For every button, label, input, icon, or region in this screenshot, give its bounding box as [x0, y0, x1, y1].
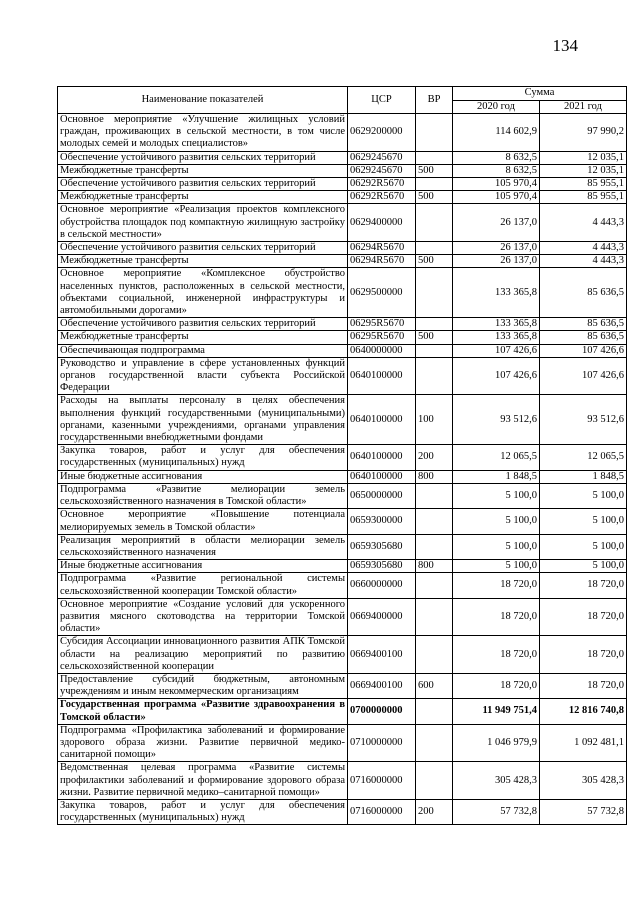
table-row: [58, 395, 627, 445]
cell-sum-2020: 1 046 979,9: [453, 724, 540, 762]
cell-csr: 0650000000: [348, 483, 416, 508]
cell-name: Основное мероприятие «Повышение потенциала мелиорируемых земель в Томской области»: [58, 509, 348, 534]
cell-name: Подпрограмма «Развитие региональной системы сельскохозяйственной кооперации Томской области»: [58, 573, 348, 598]
cell-name: Межбюджетные трансферты: [58, 331, 348, 344]
cell-csr: 0629400000: [348, 204, 416, 242]
cell-csr: 06292R5670: [348, 178, 416, 191]
cell-vr: [416, 699, 453, 724]
header-name: Наименование показателей: [58, 87, 348, 114]
cell-sum-2021: 4 443,3: [540, 204, 627, 242]
table-row: [58, 255, 627, 268]
cell-sum-2020: 93 512,6: [453, 395, 540, 445]
cell-vr: [416, 151, 453, 164]
cell-vr: [416, 242, 453, 255]
cell-sum-2021: 85 636,5: [540, 331, 627, 344]
cell-csr: 0710000000: [348, 724, 416, 762]
table-row: [58, 724, 627, 762]
cell-sum-2020: 18 720,0: [453, 636, 540, 674]
cell-csr: 06295R5670: [348, 318, 416, 331]
table-row: [58, 445, 627, 470]
cell-vr: 800: [416, 470, 453, 483]
cell-sum-2021: 5 100,0: [540, 560, 627, 573]
cell-sum-2021: 18 720,0: [540, 636, 627, 674]
cell-sum-2020: 114 602,9: [453, 114, 540, 152]
table-row: [58, 762, 627, 800]
cell-name: Подпрограмма «Развитие мелиорации земель сельскохозяйственного назначения в Томской области»: [58, 483, 348, 508]
cell-vr: [416, 762, 453, 800]
cell-csr: 06294R5670: [348, 242, 416, 255]
cell-csr: 06295R5670: [348, 331, 416, 344]
table-row: [58, 509, 627, 534]
cell-sum-2020: 26 137,0: [453, 204, 540, 242]
cell-csr: 0669400100: [348, 673, 416, 698]
cell-vr: 800: [416, 560, 453, 573]
table-row: [58, 483, 627, 508]
cell-sum-2021: 107 426,6: [540, 344, 627, 357]
cell-sum-2020: 5 100,0: [453, 483, 540, 508]
cell-csr: 0640100000: [348, 445, 416, 470]
cell-name: Основное мероприятие «Улучшение жилищных условий граждан, проживающих в сельской местности, в том числе молодых семей и молодых специалистов»: [58, 114, 348, 152]
cell-csr: 0659300000: [348, 509, 416, 534]
cell-sum-2020: 133 365,8: [453, 331, 540, 344]
cell-name: Субсидия Ассоциации инновационного развития АПК Томской области на реализацию мероприятий по развитию сельскохозяйственной кооперации: [58, 636, 348, 674]
cell-sum-2021: 97 990,2: [540, 114, 627, 152]
cell-sum-2021: 18 720,0: [540, 598, 627, 636]
header-sum: Сумма: [453, 87, 627, 101]
cell-name: Государственная программа «Развитие здравоохранения в Томской области»: [58, 699, 348, 724]
table-row: [58, 636, 627, 674]
cell-vr: [416, 598, 453, 636]
cell-sum-2021: 18 720,0: [540, 573, 627, 598]
table-row: [58, 242, 627, 255]
cell-sum-2020: 305 428,3: [453, 762, 540, 800]
cell-vr: 500: [416, 164, 453, 177]
cell-sum-2021: 5 100,0: [540, 483, 627, 508]
cell-sum-2021: 4 443,3: [540, 242, 627, 255]
cell-name: Закупка товаров, работ и услуг для обеспечения государственных (муниципальных) нужд: [58, 445, 348, 470]
cell-csr: 0629200000: [348, 114, 416, 152]
table-row: [58, 178, 627, 191]
table-row: [58, 534, 627, 559]
cell-vr: 200: [416, 799, 453, 824]
table-row: [58, 191, 627, 204]
table-row: [58, 318, 627, 331]
cell-sum-2020: 133 365,8: [453, 318, 540, 331]
cell-name: Ведомственная целевая программа «Развитие системы профилактики заболеваний и формирование здорового образа жизни. Развитие первичной медико–санитарной помощи»: [58, 762, 348, 800]
cell-name: Обеспечение устойчивого развития сельских территорий: [58, 151, 348, 164]
cell-name: Иные бюджетные ассигнования: [58, 470, 348, 483]
cell-name: Основное мероприятие «Комплексное обустройство населенных пунктов, расположенных в сельской местности, объектами социальной, инженерной инфраструктуры и автомобильными дорогами»: [58, 268, 348, 318]
cell-name: Расходы на выплаты персоналу в целях обеспечения выполнения функций государственными (муниципальными) органами, казенными учреждениями, органами управления государственными внебюджетными фондами: [58, 395, 348, 445]
table-body: [58, 114, 627, 825]
cell-csr: 0716000000: [348, 762, 416, 800]
cell-sum-2020: 5 100,0: [453, 534, 540, 559]
header-year-2020: 2020 год: [453, 100, 540, 114]
cell-sum-2020: 105 970,4: [453, 191, 540, 204]
cell-sum-2021: 5 100,0: [540, 534, 627, 559]
cell-sum-2020: 107 426,6: [453, 344, 540, 357]
cell-name: Обеспечивающая подпрограмма: [58, 344, 348, 357]
cell-sum-2021: 93 512,6: [540, 395, 627, 445]
cell-sum-2020: 8 632,5: [453, 164, 540, 177]
table-row: [58, 357, 627, 395]
cell-name: Основное мероприятие «Создание условий для ускоренного развития мясного скотоводства на территории Томской области»: [58, 598, 348, 636]
cell-name: Обеспечение устойчивого развития сельских территорий: [58, 318, 348, 331]
cell-vr: 500: [416, 255, 453, 268]
cell-vr: [416, 268, 453, 318]
cell-vr: [416, 318, 453, 331]
cell-sum-2021: 4 443,3: [540, 255, 627, 268]
cell-csr: 0660000000: [348, 573, 416, 598]
cell-vr: [416, 636, 453, 674]
cell-vr: [416, 357, 453, 395]
header-vr: ВР: [416, 87, 453, 114]
table-row: [58, 151, 627, 164]
cell-sum-2021: 12 035,1: [540, 164, 627, 177]
cell-sum-2021: 12 035,1: [540, 151, 627, 164]
cell-sum-2020: 5 100,0: [453, 509, 540, 534]
cell-sum-2020: 18 720,0: [453, 573, 540, 598]
cell-csr: 0700000000: [348, 699, 416, 724]
cell-csr: 0629245670: [348, 164, 416, 177]
cell-vr: [416, 178, 453, 191]
cell-sum-2020: 18 720,0: [453, 673, 540, 698]
cell-vr: [416, 509, 453, 534]
cell-vr: [416, 483, 453, 508]
cell-name: Межбюджетные трансферты: [58, 255, 348, 268]
table-row: [58, 114, 627, 152]
cell-sum-2020: 1 848,5: [453, 470, 540, 483]
cell-sum-2021: 12 816 740,8: [540, 699, 627, 724]
cell-csr: 0640100000: [348, 357, 416, 395]
header-csr: ЦСР: [348, 87, 416, 114]
cell-sum-2020: 107 426,6: [453, 357, 540, 395]
table-row: [58, 204, 627, 242]
cell-csr: 06294R5670: [348, 255, 416, 268]
cell-csr: 0659305680: [348, 560, 416, 573]
cell-csr: 0629245670: [348, 151, 416, 164]
cell-vr: 200: [416, 445, 453, 470]
table-row: [58, 470, 627, 483]
cell-sum-2020: 26 137,0: [453, 242, 540, 255]
cell-csr: 0669400100: [348, 636, 416, 674]
header-year-2021: 2021 год: [540, 100, 627, 114]
cell-csr: 0640100000: [348, 395, 416, 445]
cell-name: Основное мероприятие «Реализация проектов комплексного обустройства площадок под компактную жилищную застройку в сельской местности»: [58, 204, 348, 242]
table-row: [58, 699, 627, 724]
cell-sum-2021: 1 848,5: [540, 470, 627, 483]
cell-sum-2020: 18 720,0: [453, 598, 540, 636]
cell-name: Реализация мероприятий в области мелиорации земель сельскохозяйственного назначения: [58, 534, 348, 559]
table-row: [58, 673, 627, 698]
page-number: 134: [552, 36, 578, 55]
cell-csr: 0640100000: [348, 470, 416, 483]
cell-sum-2020: 11 949 751,4: [453, 699, 540, 724]
table-row: [58, 164, 627, 177]
cell-vr: 100: [416, 395, 453, 445]
cell-sum-2021: 1 092 481,1: [540, 724, 627, 762]
cell-sum-2020: 105 970,4: [453, 178, 540, 191]
cell-name: Межбюджетные трансферты: [58, 191, 348, 204]
cell-csr: 0629500000: [348, 268, 416, 318]
cell-name: Иные бюджетные ассигнования: [58, 560, 348, 573]
cell-name: Предоставление субсидий бюджетным, автономным учреждениям и иным некоммерческим организациям: [58, 673, 348, 698]
cell-csr: 06292R5670: [348, 191, 416, 204]
budget-table: [57, 86, 627, 825]
cell-vr: 600: [416, 673, 453, 698]
cell-sum-2021: 85 955,1: [540, 191, 627, 204]
cell-csr: 0659305680: [348, 534, 416, 559]
cell-sum-2021: 85 636,5: [540, 318, 627, 331]
cell-sum-2020: 26 137,0: [453, 255, 540, 268]
cell-name: Руководство и управление в сфере установленных функций органов государственной власти субъекта Российской Федерации: [58, 357, 348, 395]
cell-vr: 500: [416, 331, 453, 344]
cell-name: Закупка товаров, работ и услуг для обеспечения государственных (муниципальных) нужд: [58, 799, 348, 824]
cell-vr: [416, 573, 453, 598]
cell-vr: [416, 114, 453, 152]
cell-sum-2021: 57 732,8: [540, 799, 627, 824]
cell-vr: 500: [416, 191, 453, 204]
cell-sum-2021: 305 428,3: [540, 762, 627, 800]
table-row: [58, 598, 627, 636]
cell-vr: [416, 534, 453, 559]
cell-sum-2021: 5 100,0: [540, 509, 627, 534]
cell-sum-2020: 133 365,8: [453, 268, 540, 318]
table-row: [58, 573, 627, 598]
cell-sum-2020: 8 632,5: [453, 151, 540, 164]
cell-sum-2020: 5 100,0: [453, 560, 540, 573]
table-row: [58, 799, 627, 824]
cell-sum-2021: 107 426,6: [540, 357, 627, 395]
cell-vr: [416, 204, 453, 242]
cell-csr: 0716000000: [348, 799, 416, 824]
cell-sum-2021: 85 955,1: [540, 178, 627, 191]
table-row: [58, 268, 627, 318]
cell-sum-2021: 85 636,5: [540, 268, 627, 318]
cell-vr: [416, 344, 453, 357]
cell-sum-2020: 12 065,5: [453, 445, 540, 470]
table-row: [58, 331, 627, 344]
cell-sum-2021: 18 720,0: [540, 673, 627, 698]
cell-name: Подпрограмма «Профилактика заболеваний и формирование здорового образа жизни. Развитие первичной медико-санитарной помощи»: [58, 724, 348, 762]
table-row: [58, 344, 627, 357]
cell-name: Межбюджетные трансферты: [58, 164, 348, 177]
cell-name: Обеспечение устойчивого развития сельских территорий: [58, 178, 348, 191]
cell-vr: [416, 724, 453, 762]
cell-name: Обеспечение устойчивого развития сельских территорий: [58, 242, 348, 255]
table-row: [58, 560, 627, 573]
cell-sum-2021: 12 065,5: [540, 445, 627, 470]
cell-csr: 0640000000: [348, 344, 416, 357]
cell-sum-2020: 57 732,8: [453, 799, 540, 824]
cell-csr: 0669400000: [348, 598, 416, 636]
